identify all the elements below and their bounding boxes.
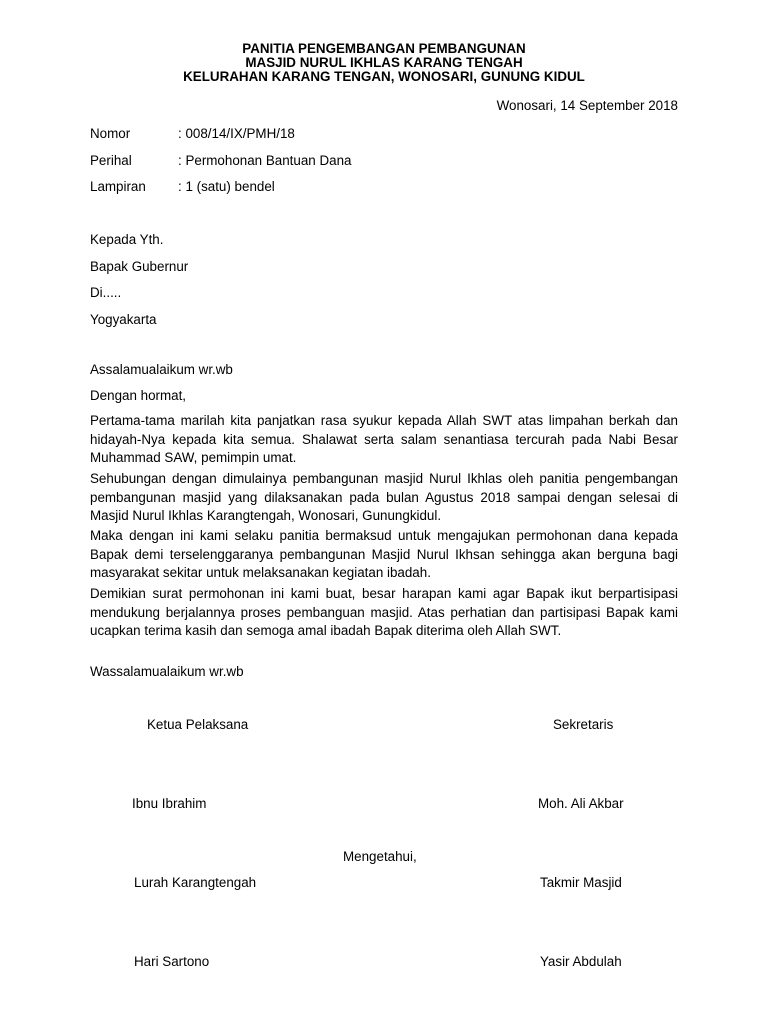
- signer-name-right-2: Yasir Abdulah: [540, 954, 622, 969]
- signer-name-right: Moh. Ali Akbar: [538, 796, 624, 811]
- meta-row-nomor: [90, 126, 351, 153]
- meta-value: : Permohonan Bantuan Dana: [178, 152, 352, 168]
- meta-label: Nomor: [90, 126, 131, 141]
- recipient-line: Kepada Yth.: [90, 232, 164, 247]
- signer-title-right-2: Takmir Masjid: [540, 875, 622, 890]
- letter-meta: [90, 126, 351, 206]
- meta-row-perihal: [90, 153, 351, 180]
- meta-label: Perihal: [90, 152, 132, 168]
- paragraph-1: Pertama-tama marilah kita panjatkan rasa syukur kepada Allah SWT atas limpahan berkah dan hidayah-Nya kepada kita semua. Shalawat serta salam senantiasa tercurah pada Nabi Besar Muhammad SAW, pemimpin umat.: [90, 413, 678, 465]
- signer-title-left: Ketua Pelaksana: [147, 717, 249, 732]
- meta-value: : 1 (satu) bendel: [178, 179, 275, 194]
- recipient-line: Bapak Gubernur: [90, 258, 189, 274]
- signer-name-left-2: Hari Sartono: [134, 954, 210, 969]
- paragraph-3: Maka dengan ini kami selaku panitia bermaksud untuk mengajukan permohonan dana kepada Bapak demi terselenggaranya pembangunan Masjid Nurul Ikhsan sehingga akan berguna bagi masyarakat sekitar untuk melaksanakan kegiatan ibadah.: [90, 528, 678, 580]
- letter-date: Wonosari, 14 September 2018: [496, 98, 678, 113]
- letterhead-line-1: PANITIA PENGEMBANGAN PEMBANGUNAN: [242, 41, 526, 56]
- signer-title-right: Sekretaris: [553, 717, 614, 732]
- letterhead-line-2: MASJID NURUL IKHLAS KARANG TENGAH: [245, 55, 523, 70]
- meta-value: : 008/14/IX/PMH/18: [178, 126, 295, 141]
- recipient-line: Di.....: [90, 285, 122, 300]
- signer-title-left-2: Lurah Karangtengah: [134, 875, 257, 890]
- recipient-block: [90, 232, 188, 338]
- paragraph-2: Sehubungan dengan dimulainya pembangunan masjid Nurul Ikhlas oleh panitia pengembangan pembangunan masjid yang dilaksanakan pada bulan Agustus 2018 sampai dengan selesai di Masjid Nurul Ikhlas Karangtengah, Wonosari, Gunungkidul.: [90, 471, 678, 523]
- greeting: Assalamualaikum wr.wb: [90, 362, 233, 377]
- recipient-line: Yogyakarta: [90, 311, 157, 327]
- meta-row-lampiran: [90, 179, 351, 206]
- letterhead-line-3: KELURAHAN KARANG TENGAN, WONOSARI, GUNUNG KIDUL: [183, 69, 585, 84]
- letterhead: [90, 42, 678, 84]
- closing: Wassalamualaikum wr.wb: [90, 664, 244, 679]
- salutation: Dengan hormat,: [90, 388, 187, 403]
- signer-name-left: Ibnu Ibrahim: [132, 796, 207, 811]
- paragraph-4: Demikian surat permohonan ini kami buat, besar harapan kami agar Bapak ikut berpartisipasi mendukung berjalannya proses pembanguan masjid. Atas perhatian dan partisipasi Bapak kami ucapkan terima kasih dan semoga amal ibadah Bapak diterima oleh Allah SWT.: [90, 586, 678, 638]
- meta-label: Lampiran: [90, 179, 146, 194]
- acknowledged-label: Mengetahui,: [343, 849, 417, 864]
